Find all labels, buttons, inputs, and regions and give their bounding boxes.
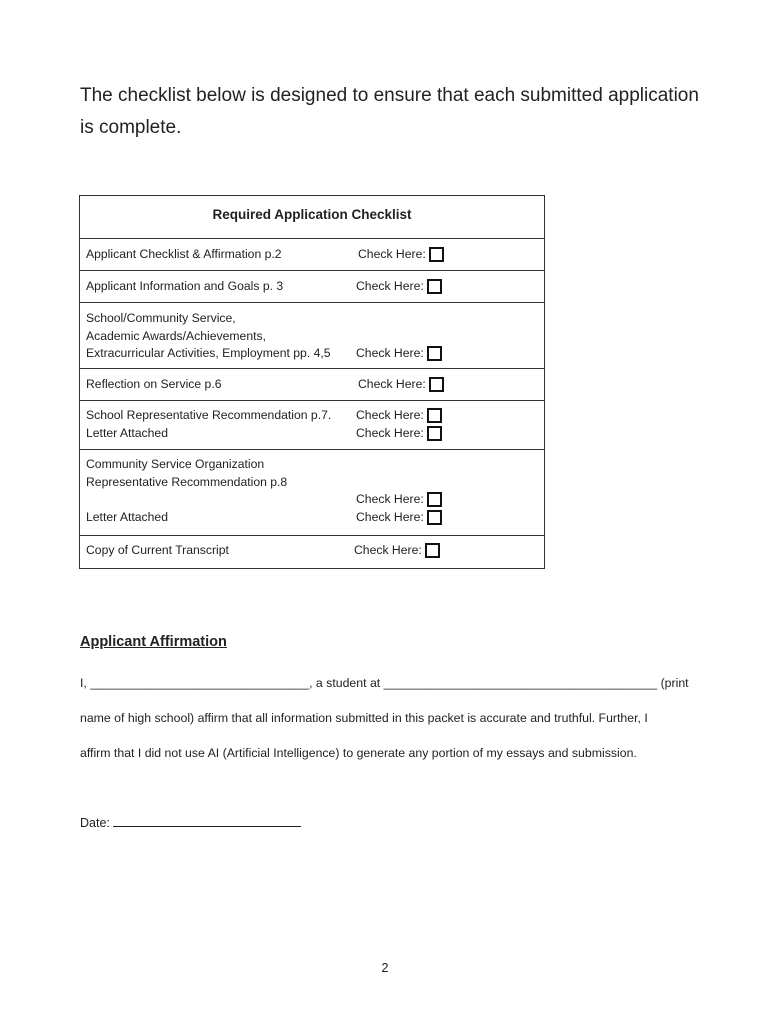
check-here-label: Check Here: [358, 247, 426, 261]
checklist-row-reflection [80, 369, 544, 401]
intro-paragraph [80, 80, 720, 144]
checklist-item-label: Representative Recommendation p.8 [86, 474, 288, 489]
checklist-row-transcript [80, 536, 544, 568]
checklist-item-label: Letter Attached [86, 425, 168, 440]
check-here-label: Check Here: [356, 408, 424, 422]
check-here-label: Check Here: [356, 509, 424, 524]
required-application-checklist [79, 195, 545, 569]
checkbox[interactable] [429, 247, 444, 262]
page-number: 2 [381, 961, 389, 975]
checklist-item-label: Copy of Current Transcript [86, 543, 229, 557]
affirmation-line-2: name of high school) affirm that all information submitted in this packet is accurate and truthful. Further, I [80, 711, 648, 725]
intro-line-1: The checklist below is designed to ensure that each submitted application [80, 85, 699, 106]
checklist-item-label: Academic Awards/Achievements, [86, 328, 266, 343]
checkbox[interactable] [427, 492, 442, 507]
check-here-label: Check Here: [358, 377, 426, 391]
date-field [80, 814, 301, 830]
checklist-row-school-recommendation [80, 401, 544, 450]
date-label: Date: [80, 816, 110, 830]
checkbox[interactable] [427, 408, 442, 423]
checklist-item-label: Extracurricular Activities, Employment pp. 4,5 [86, 346, 331, 360]
checklist-item-label: School/Community Service, [86, 311, 236, 325]
checkbox[interactable] [425, 543, 440, 558]
checklist-row-info-goals [80, 271, 544, 303]
checklist-item-label: Applicant Information and Goals p. 3 [86, 279, 284, 293]
check-here-label: Check Here: [354, 543, 422, 557]
check-here-label: Check Here: [356, 279, 424, 293]
affirmation-heading: Applicant Affirmation [80, 634, 227, 650]
checklist-row-community-recommendation [80, 450, 544, 536]
checklist-item-label: School Representative Recommendation p.7. [86, 408, 332, 422]
checklist-title: Required Application Checklist [80, 196, 544, 239]
check-here-label: Check Here: [356, 492, 424, 506]
checkbox[interactable] [429, 377, 444, 392]
checklist-item-label: Community Service Organization [86, 457, 265, 471]
check-here-label: Check Here: [356, 425, 424, 440]
checkbox[interactable] [427, 426, 442, 441]
affirmation-line-1[interactable]: I, ________________________________, a student at ________________________________________ (print [80, 676, 689, 690]
checkbox[interactable] [427, 279, 442, 294]
intro-line-2: is complete. [80, 117, 182, 138]
checklist-row-service-awards [80, 303, 544, 369]
date-blank[interactable] [113, 814, 301, 827]
checklist-item-label: Applicant Checklist & Affirmation p.2 [86, 247, 282, 261]
checklist-row-affirmation [80, 239, 544, 271]
affirmation-line-3: affirm that I did not use AI (Artificial Intelligence) to generate any portion of my essays and submission. [80, 746, 637, 760]
checkbox[interactable] [427, 346, 442, 361]
checklist-item-label: Reflection on Service p.6 [86, 377, 222, 391]
checkbox[interactable] [427, 510, 442, 525]
checklist-item-label: Letter Attached [86, 509, 168, 524]
check-here-label: Check Here: [356, 346, 424, 360]
